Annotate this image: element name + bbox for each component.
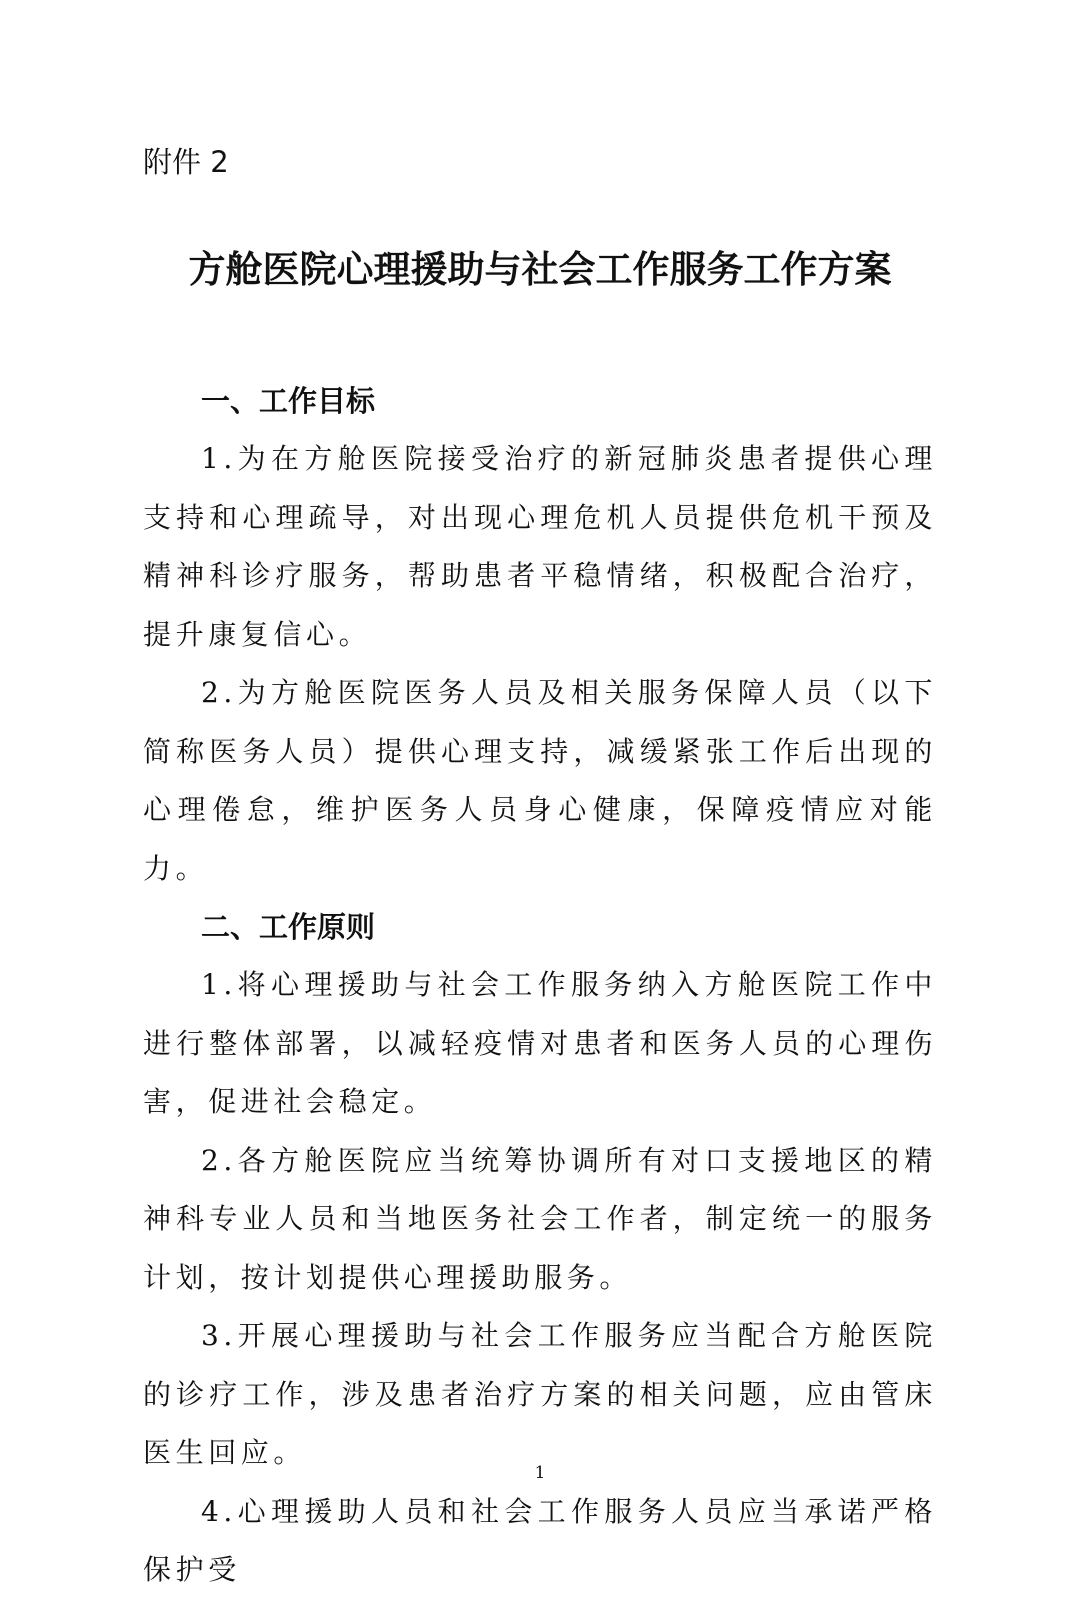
section-heading-goals: 一、工作目标 bbox=[201, 384, 376, 418]
goal-paragraph-1: 1.为在方舱医院接受治疗的新冠肺炎患者提供心理支持和心理疏导，对出现心理危机人员提供危机干预及精神科诊疗服务，帮助患者平稳情绪，积极配合治疗，提升康复信心。 bbox=[143, 442, 937, 651]
document-body bbox=[143, 372, 937, 1600]
goal-paragraph-2: 2.为方舱医院医务人员及相关服务保障人员（以下简称医务人员）提供心理支持，减缓紧张工作后出现的心理倦怠，维护医务人员身心健康，保障疫情应对能力。 bbox=[143, 676, 937, 885]
page-number: 1 bbox=[534, 1463, 546, 1483]
principle-paragraph-2: 2.各方舱医院应当统筹协调所有对口支援地区的精神科专业人员和当地医务社会工作者，制定统一的服务计划，按计划提供心理援助服务。 bbox=[143, 1143, 937, 1294]
document-title: 方舱医院心理援助与社会工作服务工作方案 bbox=[188, 248, 892, 291]
principle-paragraph-4: 4.心理援助人员和社会工作服务人员应当承诺严格保护受 bbox=[143, 1494, 937, 1586]
principle-paragraph-1: 1.将心理援助与社会工作服务纳入方舱医院工作中进行整体部署，以减轻疫情对患者和医务人员的心理伤害，促进社会稳定。 bbox=[143, 968, 937, 1118]
principle-paragraph-3: 3.开展心理援助与社会工作服务应当配合方舱医院的诊疗工作，涉及患者治疗方案的相关问题，应由管床医生回应。 bbox=[143, 1319, 937, 1469]
section-heading-principles: 二、工作原则 bbox=[201, 910, 376, 944]
attachment-label: 附件 2 bbox=[143, 145, 229, 179]
